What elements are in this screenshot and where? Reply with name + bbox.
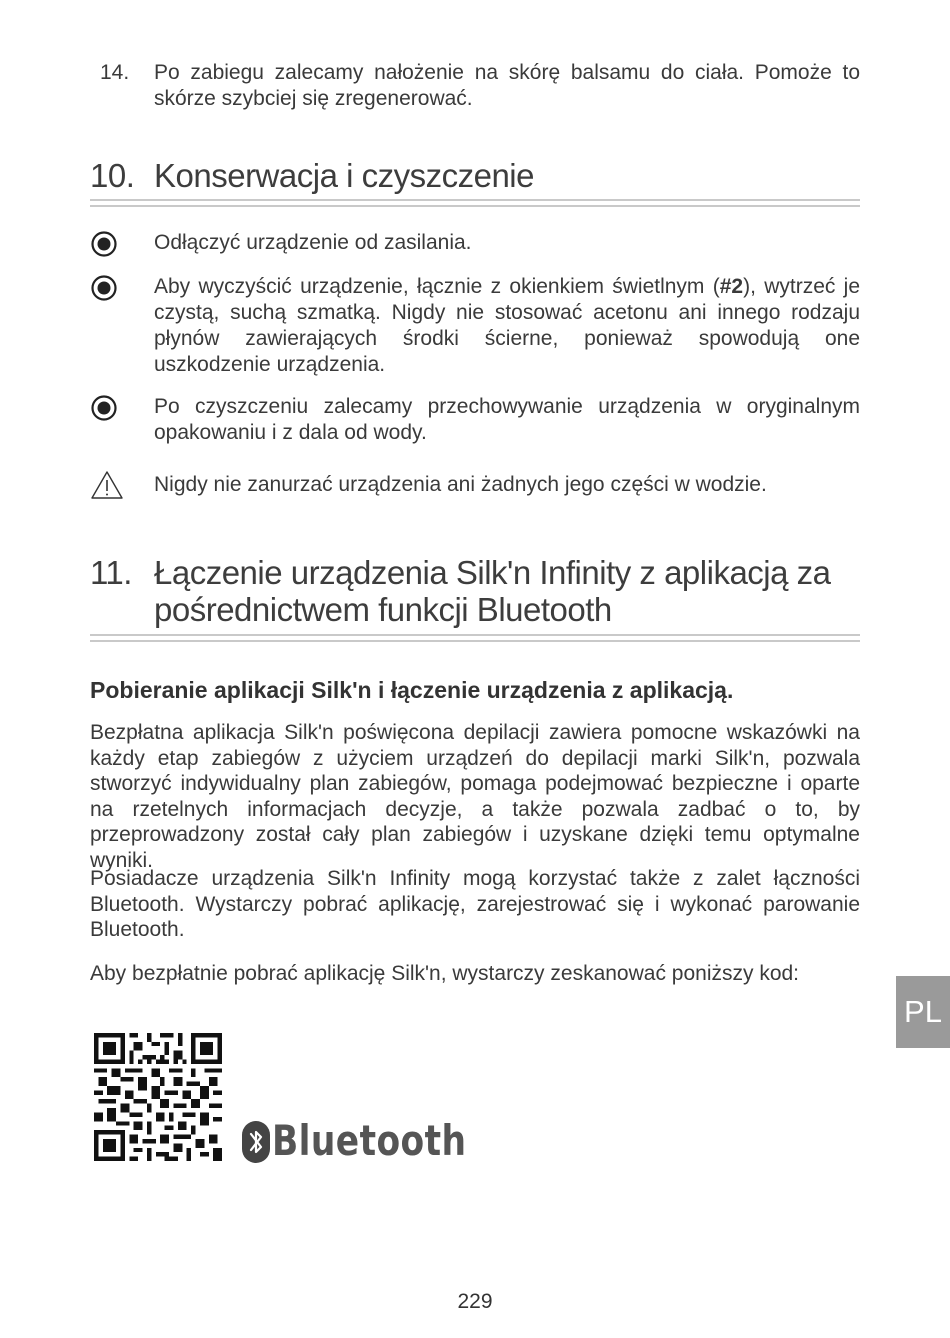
divider <box>90 640 860 642</box>
step-number: 14. <box>100 61 130 84</box>
bullet-item <box>90 230 860 258</box>
reference-number: #2 <box>719 275 744 298</box>
bluetooth-icon <box>242 1121 270 1163</box>
radio-bullet-icon <box>90 230 118 258</box>
divider <box>90 205 860 207</box>
warning-item <box>90 472 860 502</box>
subheading: Pobieranie aplikacji Silk'n i łączenie urządzenia z aplikacją. <box>90 677 734 703</box>
section-title-line-2: pośrednictwem funkcji Bluetooth <box>154 591 612 628</box>
radio-bullet-icon <box>90 274 118 302</box>
section-10-heading <box>90 157 870 197</box>
section-title-line-1: Łączenie urządzenia Silk'n Infinity z aplikacją za <box>154 554 831 591</box>
section-number: 11. <box>90 554 132 591</box>
paragraph: Aby bezpłatnie pobrać aplikację Silk'n, wystarczy zeskanować poniższy kod: <box>90 962 800 985</box>
bullet-item <box>90 394 860 448</box>
page-number: 229 <box>457 1290 493 1313</box>
section-11-heading <box>90 554 870 630</box>
bullet-text: Odłączyć urządzenie od zasilania. <box>154 231 472 254</box>
warning-text: Nigdy nie zanurzać urządzenia ani żadnych jego części w wodzie. <box>154 473 767 496</box>
divider <box>90 199 860 201</box>
qr-code <box>94 1033 222 1161</box>
bluetooth-wordmark: Bluetooth <box>272 1116 467 1165</box>
section-title: Konserwacja i czyszczenie <box>154 157 534 194</box>
language-tab: PL <box>896 976 950 1048</box>
section-number: 10. <box>90 157 135 194</box>
warning-icon <box>90 470 124 500</box>
step-14 <box>100 60 860 114</box>
paragraph: Bezpłatna aplikacja Silk'n poświęcona depilacji zawiera pomocne wskazówki na każdy etap zabiegów z użyciem urządzeń do depilacji marki Silk'n, pozwala stworzyć indywidualny plan zabiegów, pomaga podejmować bezpieczne i oparte na rzetelnych informacjach decyzje, a także pozwala zadbać o to, by przeprowadzony został cały plan zabiegów i uzyskane dzięki temu optymalne wyniki. <box>90 721 860 872</box>
bullet-text: Po czyszczeniu zalecamy przechowywanie urządzenia w oryginalnym opakowaniu i z dala od wody. <box>154 395 860 444</box>
bullet-item <box>90 274 860 378</box>
divider <box>90 634 860 636</box>
paragraph: Posiadacze urządzenia Silk'n Infinity mogą korzystać także z zalet łączności Bluetooth. Wystarczy pobrać aplikację, zarejestrować się i wykonać parowanie Bluetooth. <box>90 867 860 941</box>
step-text: Po zabiegu zalecamy nałożenie na skórę balsamu do ciała. Pomoże to skórze szybciej się zregenerować. <box>154 61 860 110</box>
bullet-text: Aby wyczyścić urządzenie, łącznie z okienkiem świetlnym (#2), wytrzeć je czystą, suchą szmatką. Nigdy nie stosować acetonu ani innego rodzaju płynów zawierających środki ścierne, ponieważ spowodują one uszkodzenie urządzenia. <box>154 275 861 376</box>
radio-bullet-icon <box>90 394 118 422</box>
